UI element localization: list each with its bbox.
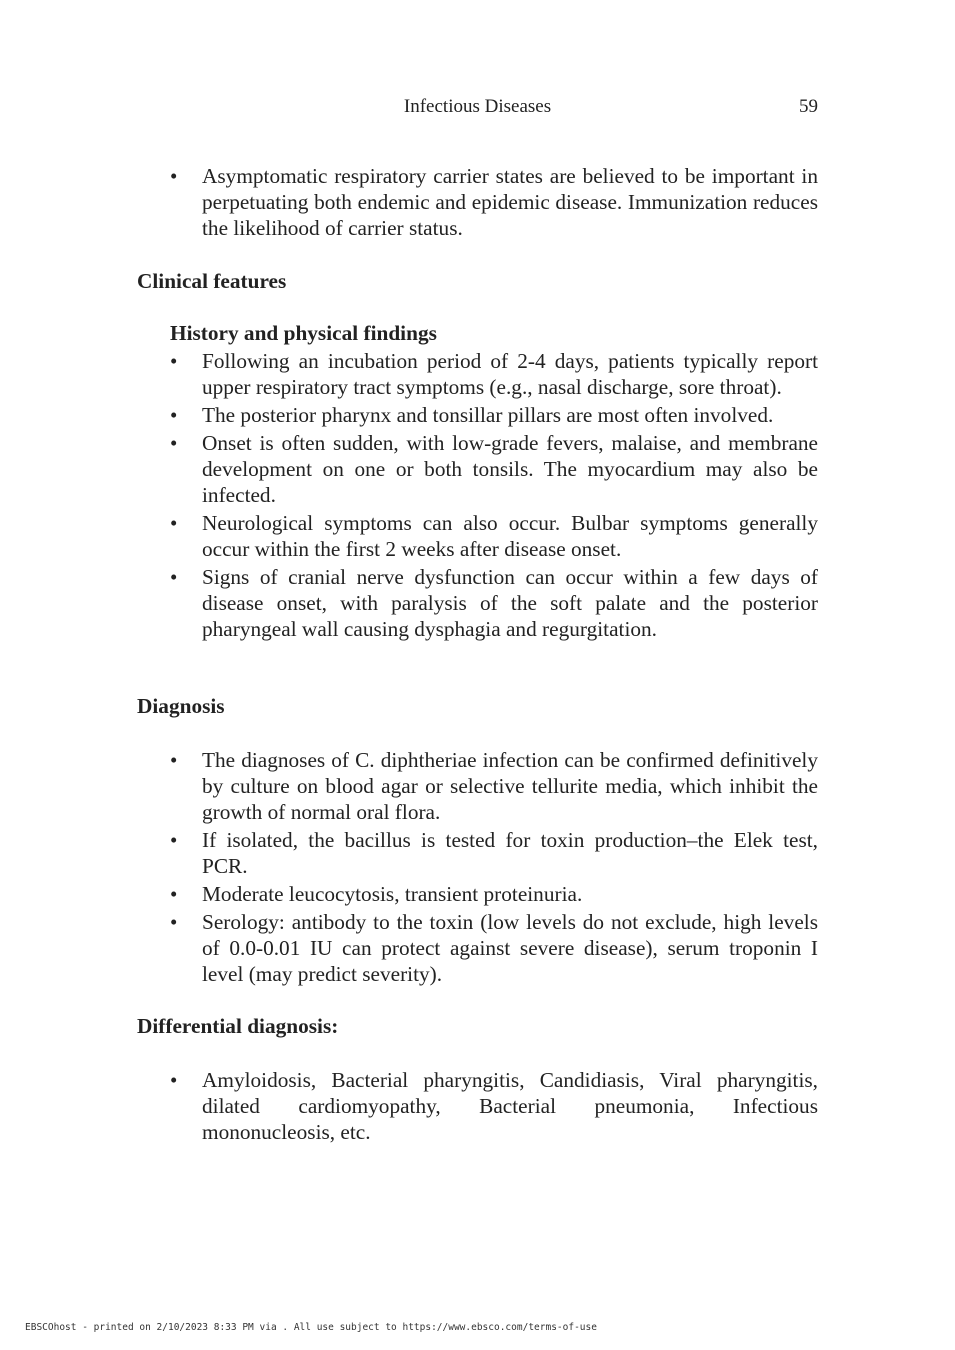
intro-section: [137, 163, 818, 243]
list-item: • The diagnoses of C. diphtheriae infection can be confirmed definitively by culture on blood agar or selective tellurite media, which inhibit the growth of normal oral flora.: [137, 747, 818, 825]
list-item: • Moderate leucocytosis, transient proteinuria.: [137, 881, 818, 907]
intro-list: [137, 163, 818, 241]
page-number: 59: [799, 96, 818, 117]
history-findings-subheading: History and physical findings: [170, 321, 437, 345]
list-item: • Amyloidosis, Bacterial pharyngitis, Candidiasis, Viral pharyngitis, dilated cardiomyopathy, Bacterial pneumonia, Infectious mononucleosis, etc.: [137, 1067, 818, 1145]
list-item: • Neurological symptoms can also occur. Bulbar symptoms generally occur within the first 2 weeks after disease onset.: [137, 510, 818, 562]
differential-list: [137, 1067, 818, 1145]
running-header: [137, 96, 818, 122]
differential-diagnosis-heading: Differential diagnosis:: [137, 1014, 339, 1038]
list-item: • Onset is often sudden, with low-grade fevers, malaise, and membrane development on one or both tonsils. The myocardium may also be infected.: [137, 430, 818, 508]
list-item: • If isolated, the bacillus is tested for toxin production–the Elek test, PCR.: [137, 827, 818, 879]
print-footer: EBSCOhost - printed on 2/10/2023 8:33 PM via . All use subject to https://www.ebsco.com/terms-of-use: [25, 1322, 597, 1333]
diagnosis-section: [137, 747, 818, 989]
list-item: • Asymptomatic respiratory carrier states are believed to be important in perpetuating both endemic and epidemic disease. Immunization reduces the likelihood of carrier status.: [137, 163, 818, 241]
clinical-section: [137, 348, 818, 644]
list-item: • Signs of cranial nerve dysfunction can occur within a few days of disease onset, with paralysis of the soft palate and the posterior pharyngeal wall causing dysphagia and regurgitation.: [137, 564, 818, 642]
header-title: Infectious Diseases: [403, 96, 552, 117]
list-item: • Following an incubation period of 2-4 days, patients typically report upper respiratory tract symptoms (e.g., nasal discharge, sore throat).: [137, 348, 818, 400]
differential-section: [137, 1067, 818, 1147]
list-item: • The posterior pharynx and tonsillar pillars are most often involved.: [137, 402, 818, 428]
diagnosis-heading: Diagnosis: [137, 694, 225, 718]
list-item: • Serology: antibody to the toxin (low levels do not exclude, high levels of 0.0-0.01 IU can protect against severe disease), serum troponin I level (may predict severity).: [137, 909, 818, 987]
clinical-features-heading: Clinical features: [137, 269, 287, 293]
clinical-list: [137, 348, 818, 642]
diagnosis-list: [137, 747, 818, 987]
